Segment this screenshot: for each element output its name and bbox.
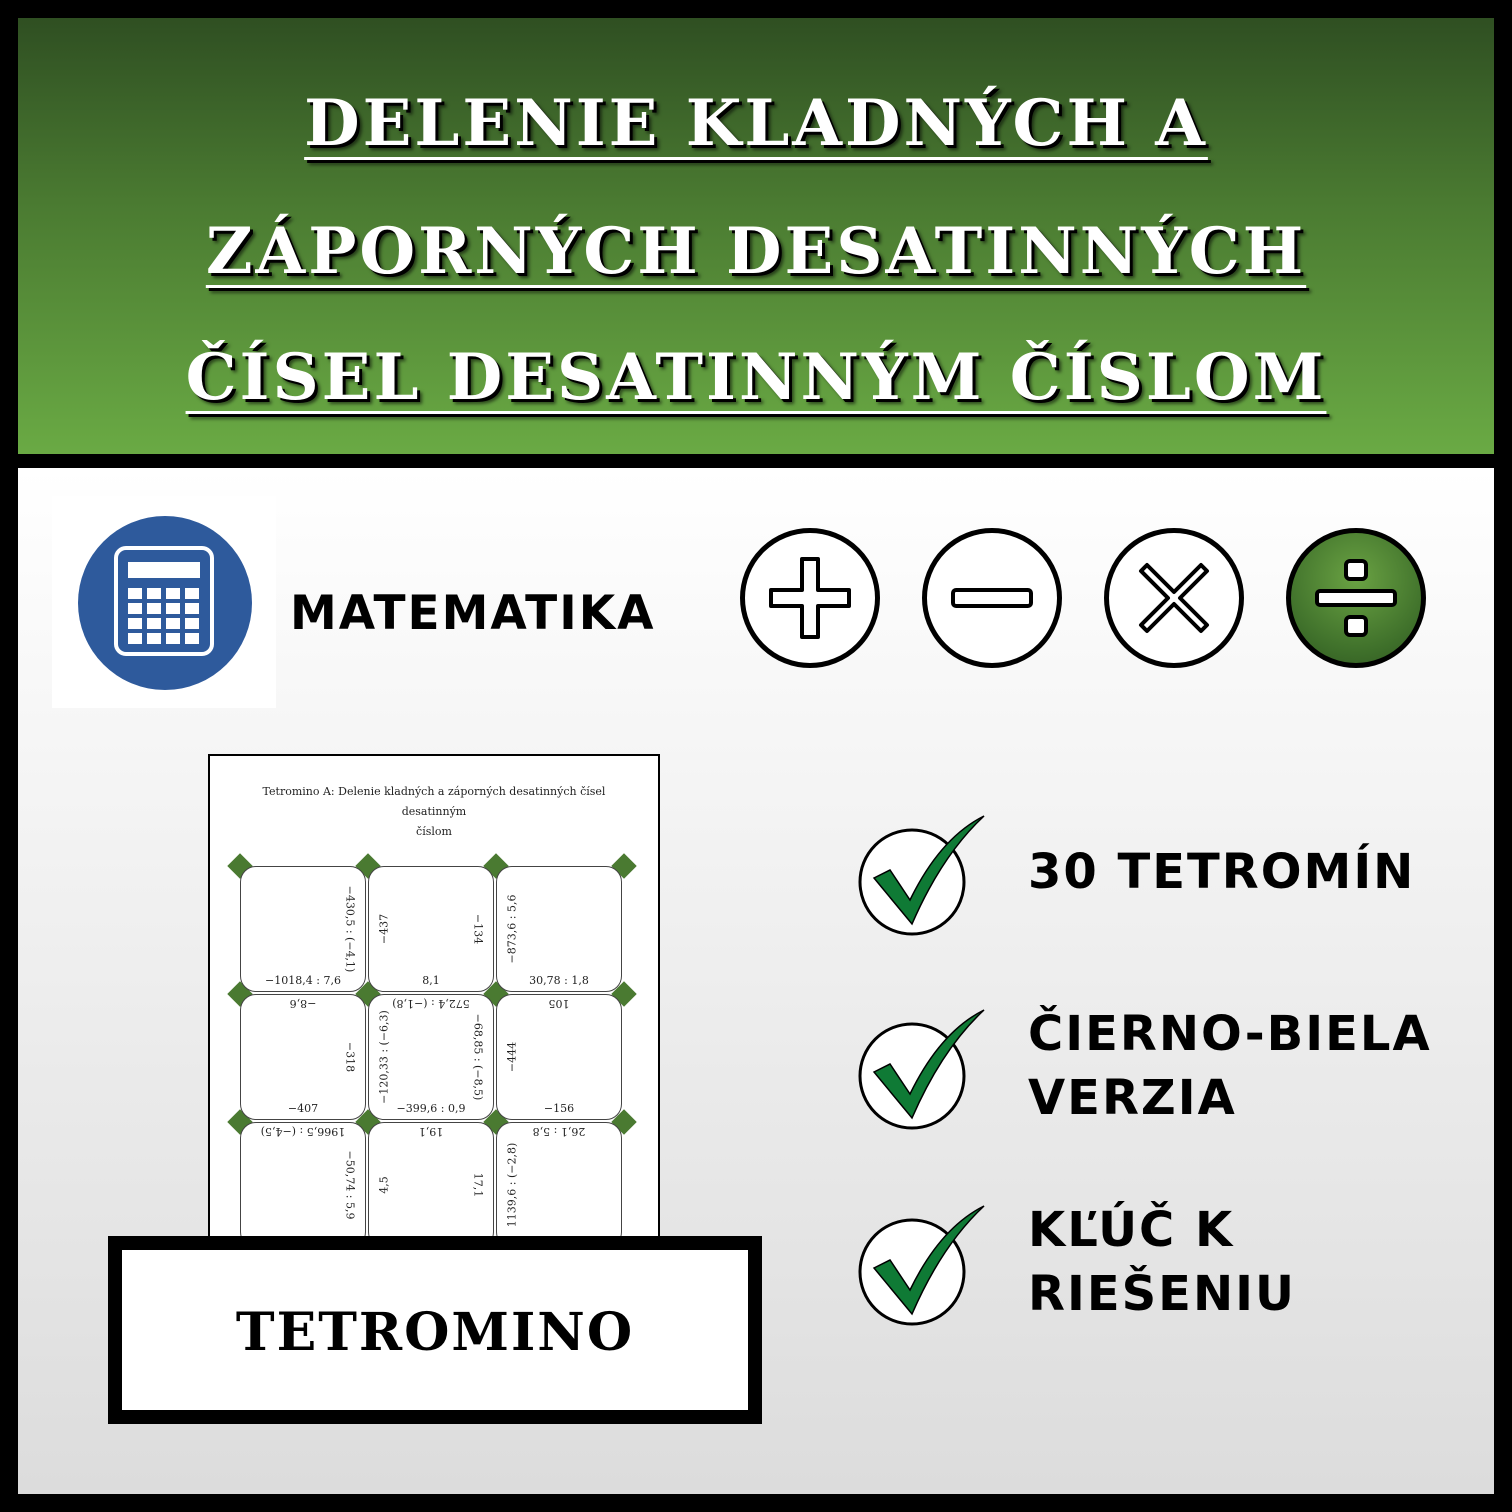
tile-label-bottom: −407 xyxy=(287,1102,319,1115)
title-line-1: DELENIE KLADNÝCH A xyxy=(304,86,1208,161)
check-icon xyxy=(856,1198,990,1332)
tile-label-right: −430,5 : (−4,1) xyxy=(343,885,357,973)
times-icon xyxy=(1104,528,1244,668)
tetromino-tile xyxy=(240,1122,366,1248)
tile-label-right: −68,85 : (−8,5) xyxy=(471,1013,485,1101)
calculator-logo xyxy=(52,496,276,708)
tile-label-top: 19,1 xyxy=(418,1125,444,1138)
tile-label-right: −318 xyxy=(343,1041,357,1073)
tetromino-tile xyxy=(368,994,494,1120)
subject-label: MATEMATIKA xyxy=(290,586,656,641)
tetromino-grid xyxy=(240,866,630,1266)
tile-label-bottom: 30,78 : 1,8 xyxy=(529,974,589,987)
worksheet-title: Tetromino A: Delenie kladných a záporných desatinných čísel desatinným číslom xyxy=(262,785,606,838)
tetromino-tile xyxy=(496,1122,622,1248)
tile-label-top: 26,1 : 5,8 xyxy=(532,1125,586,1138)
feature-2-text: ČIERNO-BIELA VERZIA xyxy=(1028,1006,1432,1126)
minus-icon xyxy=(922,528,1062,668)
tile-label-left: −120,33 : (−6,3) xyxy=(377,1010,391,1104)
feature-1-text: 30 TETROMÍN xyxy=(1028,844,1416,900)
tile-label-bottom: −1018,4 : 7,6 xyxy=(265,974,341,987)
tile-label-top: 1966,5 : (−4,5) xyxy=(260,1125,346,1138)
badge-label: TETROMINO xyxy=(235,1302,635,1363)
tetromino-tile xyxy=(496,866,622,992)
title-banner xyxy=(18,18,1494,454)
plus-icon xyxy=(740,528,880,668)
tile-label-right: −134 xyxy=(471,913,485,945)
tile-label-top: 105 xyxy=(548,997,570,1010)
feature-3-text: KĽÚČ K RIEŠENIU xyxy=(1028,1202,1296,1322)
tetromino-tile xyxy=(496,994,622,1120)
tile-label-left: 4,5 xyxy=(377,1176,391,1194)
tile-label-bottom: −399,6 : 0,9 xyxy=(396,1102,466,1115)
tetromino-tile xyxy=(368,1122,494,1248)
tetromino-tile xyxy=(240,994,366,1120)
title-line-3: ČÍSEL DESATINNÝM ČÍSLOM xyxy=(185,340,1327,415)
tile-label-left: −437 xyxy=(377,913,391,945)
tetromino-tile xyxy=(240,866,366,992)
tile-label-bottom: 8,1 xyxy=(422,974,440,987)
banner-divider xyxy=(0,454,1512,468)
tile-label-right: −50,74 : 5,9 xyxy=(343,1150,357,1220)
check-icon xyxy=(856,808,990,942)
tile-label-left: −444 xyxy=(505,1041,519,1073)
tile-label-top: −8,6 xyxy=(289,997,317,1010)
tetromino-badge xyxy=(108,1236,762,1424)
check-icon xyxy=(856,1002,990,1136)
tile-label-left: 1139,6 : (−2,8) xyxy=(505,1142,519,1228)
divide-icon xyxy=(1286,528,1426,668)
tile-label-right: 17,1 xyxy=(471,1172,485,1198)
tile-label-bottom: −156 xyxy=(543,1102,575,1115)
title-line-2: ZÁPORNÝCH DESATINNÝCH xyxy=(205,214,1307,289)
content-panel xyxy=(18,468,1494,1494)
tile-label-top: 572,4 : (−1,8) xyxy=(392,997,470,1010)
tile-label-left: −873,6 : 5,6 xyxy=(505,894,519,964)
calculator-icon xyxy=(78,516,252,690)
worksheet-preview xyxy=(208,754,660,1274)
tetromino-tile xyxy=(368,866,494,992)
